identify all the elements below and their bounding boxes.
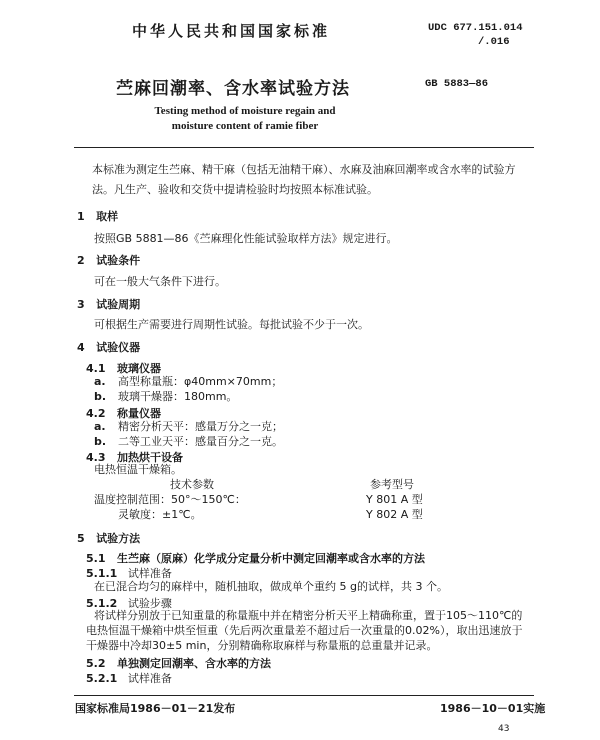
subsection-number: 4.3 bbox=[86, 451, 106, 464]
section-1-text: 按照GB 5881—86《苎麻理化性能试验取样方法》规定进行。 bbox=[94, 232, 398, 245]
section-number: 1 bbox=[77, 210, 85, 223]
section-5-2-1-heading bbox=[86, 670, 172, 686]
section-title: 试验周期 bbox=[96, 298, 141, 311]
standard-number: GB 5883—86 bbox=[425, 78, 489, 90]
section-5-heading bbox=[77, 530, 140, 546]
section-3-text: 可根据生产需要进行周期性试验。每批试验不少于一次。 bbox=[94, 318, 369, 331]
subsection-number: 5.2 bbox=[86, 657, 106, 670]
list-marker: b. bbox=[94, 435, 107, 448]
subsection-number: 4.2 bbox=[86, 407, 106, 420]
list-item bbox=[94, 420, 283, 434]
section-5-1-1-text: 在已混合均匀的麻样中，随机抽取，做成单个重约 5 g的试样，共 3 个。 bbox=[94, 580, 448, 593]
subsection-title: 加热烘干设备 bbox=[117, 451, 183, 464]
param-column-header: 技术参数 bbox=[170, 478, 214, 491]
model-column-header: 参考型号 bbox=[370, 478, 414, 491]
list-item bbox=[94, 435, 283, 449]
subsection-number: 5.1.1 bbox=[86, 567, 118, 580]
section-number: 2 bbox=[77, 254, 85, 267]
effective-date: 1986－10－01实施 bbox=[440, 702, 546, 715]
section-number: 4 bbox=[77, 341, 85, 354]
list-marker: a. bbox=[94, 375, 106, 388]
english-title-line-1: Testing method of moisture regain and bbox=[154, 105, 336, 117]
param-row-2: 灵敏度：±1℃。 bbox=[118, 508, 202, 521]
section-title: 试验仪器 bbox=[96, 341, 141, 354]
subsection-title: 称量仪器 bbox=[117, 407, 161, 420]
subsection-number: 4.1 bbox=[86, 362, 106, 375]
section-5-1-1-heading bbox=[86, 565, 172, 581]
list-marker: b. bbox=[94, 390, 107, 403]
subsection-number: 5.1 bbox=[86, 552, 106, 565]
intro-paragraph: 本标准为测定生苎麻、精干麻（包括无油精干麻）、水麻及油麻回潮率或含水率的试验方法。凡生产、验收和交货中提请检验时均按照本标准试验。 bbox=[92, 163, 516, 196]
header-divider bbox=[74, 147, 534, 148]
subsection-title: 试样准备 bbox=[127, 567, 172, 580]
subsection-title: 试验步骤 bbox=[127, 597, 172, 610]
list-text: 玻璃干燥器：180mm。 bbox=[118, 390, 238, 403]
list-item bbox=[94, 390, 237, 404]
model-row-2: Y 802 A 型 bbox=[366, 508, 423, 521]
subsection-title: 单独测定回潮率、含水率的方法 bbox=[117, 657, 271, 670]
section-title: 试验方法 bbox=[96, 532, 141, 545]
section-4-3-text: 电热恒温干燥箱。 bbox=[94, 463, 182, 476]
page-number: 43 bbox=[498, 724, 510, 734]
subsection-number: 5.1.2 bbox=[86, 597, 118, 610]
section-5-1-heading bbox=[86, 550, 425, 566]
document-title: 苎麻回潮率、含水率试验方法 bbox=[116, 79, 350, 99]
section-5-1-2-text: 将试样分别放于已知重量的称量瓶中并在精密分析天平上精确称重，置于105～110℃的电热恒温干燥箱中烘至恒重（先后两次重量差不超过后一次重量的0.02%），取出迅速放于干燥器中冷却30±5 min，分别精确称取麻样与称量瓶的总重量并记录。 bbox=[86, 609, 523, 652]
section-4-2-heading bbox=[86, 405, 161, 421]
udc-code-continued: /.016 bbox=[478, 36, 510, 48]
english-title-line-2: moisture content of ramie fiber bbox=[171, 120, 319, 132]
list-text: 精密分析天平：感量万分之一克； bbox=[118, 420, 283, 433]
section-1-heading bbox=[77, 208, 118, 224]
model-row-1: Y 801 A 型 bbox=[366, 493, 423, 506]
param-row-1: 温度控制范围：50°～150℃： bbox=[94, 493, 246, 506]
section-5-2-heading bbox=[86, 655, 271, 671]
english-title bbox=[120, 104, 370, 134]
section-3-heading bbox=[77, 296, 140, 312]
list-marker: a. bbox=[94, 420, 106, 433]
section-2-text: 可在一般大气条件下进行。 bbox=[94, 275, 226, 288]
subsection-title: 玻璃仪器 bbox=[117, 362, 161, 375]
section-title: 试验条件 bbox=[96, 254, 141, 267]
subsection-number: 5.2.1 bbox=[86, 672, 118, 685]
approval-date: 国家标准局1986－01－21发布 bbox=[75, 702, 236, 715]
section-title: 取样 bbox=[96, 210, 119, 223]
subsection-title: 生苎麻（原麻）化学成分定量分析中测定回潮率或含水率的方法 bbox=[117, 552, 425, 565]
section-number: 5 bbox=[77, 532, 85, 545]
issuer-title: 中华人民共和国国家标准 bbox=[132, 22, 331, 40]
footer-divider bbox=[74, 695, 534, 696]
section-number: 3 bbox=[77, 298, 85, 311]
section-4-1-heading bbox=[86, 360, 161, 376]
list-text: 二等工业天平：感量百分之一克。 bbox=[118, 435, 283, 448]
section-2-heading bbox=[77, 252, 140, 268]
udc-code: UDC 677.151.014 bbox=[428, 22, 523, 34]
list-text: 高型称量瓶：φ40mm×70mm； bbox=[118, 375, 283, 388]
subsection-title: 试样准备 bbox=[127, 672, 172, 685]
section-4-heading bbox=[77, 339, 140, 355]
list-item bbox=[94, 375, 282, 389]
